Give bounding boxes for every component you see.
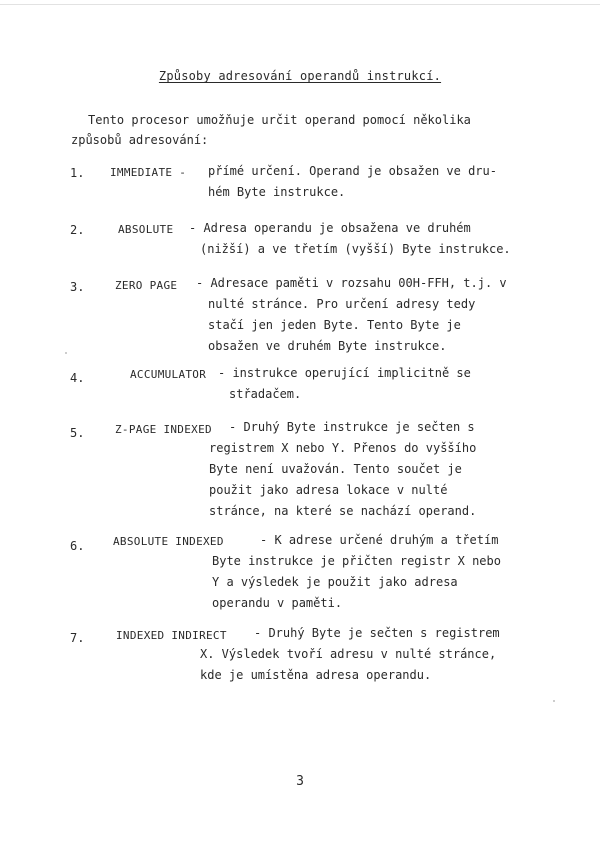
intro-paragraph bbox=[71, 110, 471, 150]
item-line: registrem X nebo Y. Přenos do vyššího bbox=[209, 441, 477, 455]
item-term: ZERO PAGE bbox=[115, 279, 178, 292]
item-description bbox=[209, 417, 477, 522]
item-line: operandu v paměti. bbox=[212, 596, 343, 610]
item-number: 1. bbox=[70, 166, 85, 180]
item-description bbox=[208, 161, 497, 203]
item-description bbox=[218, 363, 471, 405]
item-term: Z-PAGE INDEXED bbox=[115, 423, 212, 436]
scan-speck bbox=[553, 700, 555, 702]
item-number: 5. bbox=[70, 426, 85, 440]
item-line: Byte není uvažován. Tento součet je bbox=[209, 462, 462, 476]
item-term: IMMEDIATE - bbox=[110, 166, 187, 179]
item-number: 6. bbox=[70, 539, 85, 553]
item-line: - Druhý Byte je sečten s registrem bbox=[254, 626, 500, 640]
scan-speck bbox=[65, 352, 67, 354]
item-line: Byte instrukce je přičten registr X nebo bbox=[212, 554, 501, 568]
item-line: obsažen ve druhém Byte instrukce. bbox=[208, 339, 447, 353]
page-title: Způsoby adresování operandů instrukcí. bbox=[158, 69, 442, 83]
intro-line: Tento procesor umožňuje určit operand pomocí několika bbox=[88, 113, 471, 127]
item-line: Y a výsledek je použit jako adresa bbox=[212, 575, 458, 589]
item-line: nulté stránce. Pro určení adresy tedy bbox=[208, 297, 476, 311]
item-line: stránce, na které se nachází operand. bbox=[209, 504, 477, 518]
item-line: použit jako adresa lokace v nulté bbox=[209, 483, 448, 497]
item-term: ABSOLUTE bbox=[118, 223, 174, 236]
item-number: 4. bbox=[70, 371, 85, 385]
item-line: kde je umístěna adresa operandu. bbox=[200, 668, 432, 682]
item-number: 7. bbox=[70, 631, 85, 645]
item-line: - instrukce operující implicitně se bbox=[218, 366, 471, 380]
item-line: hém Byte instrukce. bbox=[208, 185, 346, 199]
item-line: - Druhý Byte instrukce je sečten s bbox=[229, 420, 475, 434]
page-number: 3 bbox=[296, 774, 304, 789]
item-term: ABSOLUTE INDEXED bbox=[113, 535, 224, 548]
item-line: - Adresa operandu je obsažena ve druhém bbox=[189, 221, 471, 235]
item-description bbox=[196, 273, 507, 357]
item-description bbox=[189, 218, 511, 260]
item-line: - K adrese určené druhým a třetím bbox=[260, 533, 499, 547]
item-line: přímé určení. Operand je obsažen ve dru- bbox=[208, 164, 497, 178]
item-term: INDEXED INDIRECT bbox=[116, 629, 227, 642]
item-line: střadačem. bbox=[229, 387, 302, 401]
item-description bbox=[200, 623, 500, 686]
item-line: stačí jen jeden Byte. Tento Byte je bbox=[208, 318, 461, 332]
intro-line: způsobů adresování: bbox=[71, 133, 209, 147]
item-term: ACCUMULATOR bbox=[130, 368, 207, 381]
item-line: - Adresace paměti v rozsahu 00H-FFH, t.j. v bbox=[196, 276, 507, 290]
item-number: 3. bbox=[70, 280, 85, 294]
item-number: 2. bbox=[70, 223, 85, 237]
item-line: X. Výsledek tvoří adresu v nulté stránce, bbox=[200, 647, 497, 661]
item-description bbox=[212, 530, 501, 614]
scan-edge-line bbox=[0, 4, 600, 5]
item-line: (nižší) a ve třetím (vyšší) Byte instrukce. bbox=[200, 242, 511, 256]
